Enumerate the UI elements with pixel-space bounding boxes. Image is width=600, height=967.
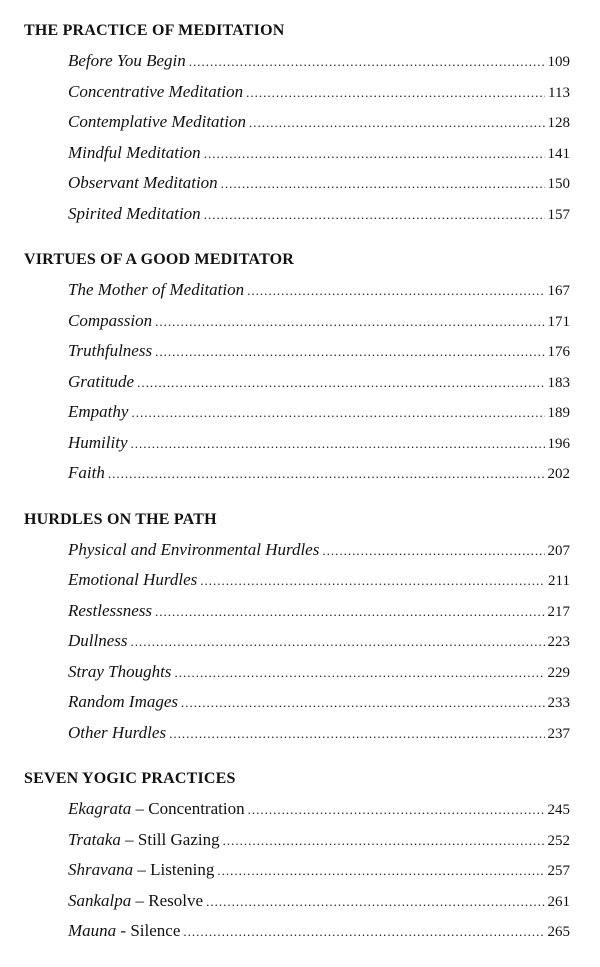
page-number: 252 [547, 832, 570, 849]
page-number: 237 [547, 725, 570, 742]
page-number: 167 [547, 283, 570, 299]
dot-leader [137, 368, 544, 399]
entry-title: Faith [68, 463, 105, 482]
toc-section [24, 505, 570, 749]
page-number: 189 [547, 405, 570, 421]
toc-entry[interactable] [68, 718, 570, 749]
toc-section [24, 16, 570, 229]
page-number: 150 [547, 176, 570, 192]
toc-entry[interactable] [68, 397, 570, 428]
dot-leader [246, 78, 545, 109]
page-number: 196 [547, 435, 570, 452]
toc-entry[interactable] [68, 596, 570, 627]
dot-leader [155, 307, 544, 338]
dot-leader [183, 917, 544, 948]
page-number: 211 [548, 573, 570, 589]
toc-entry[interactable] [68, 825, 570, 856]
toc-entry[interactable] [68, 306, 570, 337]
section-title: SEVEN YOGIC PRACTICES [24, 770, 236, 787]
entry-title: Mauna - Silence [68, 921, 181, 940]
dot-leader [248, 795, 545, 826]
page-number: 229 [547, 664, 570, 681]
toc-entry[interactable] [68, 886, 570, 917]
dot-leader [131, 627, 545, 658]
page-number: 109 [547, 54, 570, 70]
dot-leader [204, 200, 545, 231]
entry-title: Humility [68, 432, 128, 452]
page-number: 265 [547, 924, 570, 940]
entry-title: Restlessness [68, 600, 153, 620]
dot-leader [322, 536, 544, 567]
entry-title: Gratitude [68, 371, 135, 391]
page-number: 207 [547, 542, 570, 559]
entry-title: Spirited Meditation [68, 203, 201, 223]
section-title: VIRTUES OF A GOOD MEDITATOR [24, 251, 295, 268]
toc-entry[interactable] [68, 916, 570, 947]
entry-title: Physical and Environmental Hurdles [68, 539, 320, 559]
entry-title: Observant Meditation [68, 173, 218, 192]
toc-entry[interactable] [68, 46, 570, 77]
dot-leader [204, 139, 545, 170]
toc-entry[interactable] [68, 168, 570, 199]
dot-leader [155, 597, 544, 628]
toc-entry[interactable] [68, 458, 570, 489]
page-number: 141 [547, 145, 570, 162]
entry-title: Shravana – Listening [68, 860, 215, 879]
dot-leader [181, 688, 544, 719]
entry-title: Trataka – Still Gazing [68, 829, 220, 849]
dot-leader [200, 566, 545, 597]
entry-title: Dullness [68, 631, 128, 650]
dot-leader [217, 856, 544, 887]
dot-leader [221, 169, 545, 200]
page-number: 245 [547, 802, 570, 818]
entry-title: Compassion [68, 310, 153, 330]
section-title: HURDLES ON THE PATH [24, 510, 217, 528]
table-of-contents [24, 16, 570, 963]
page-number: 183 [547, 374, 570, 391]
entry-title: Before You Begin [68, 51, 186, 70]
page-number: 261 [547, 893, 570, 910]
page-number: 217 [547, 603, 570, 620]
page-number: 157 [547, 206, 570, 223]
entry-title: Mindful Meditation [68, 142, 201, 162]
toc-entry[interactable] [68, 336, 570, 367]
toc-entry[interactable] [68, 275, 570, 306]
dot-leader [223, 826, 545, 857]
toc-entry[interactable] [68, 565, 570, 596]
entry-title: Random Images [68, 692, 179, 711]
entry-title: Other Hurdles [68, 722, 167, 742]
toc-section [24, 764, 570, 947]
entry-title: Sankalpa – Resolve [68, 890, 204, 910]
entry-title: Emotional Hurdles [68, 570, 198, 589]
dot-leader [174, 658, 544, 689]
page-number: 113 [548, 84, 570, 101]
entry-title: Ekagrata – Concentration [68, 799, 245, 818]
entry-title: Truthfulness [68, 341, 153, 360]
dot-leader [189, 47, 545, 78]
dot-leader [131, 398, 544, 429]
entry-title: Empathy [68, 402, 129, 421]
toc-entry[interactable] [68, 794, 570, 825]
toc-entry[interactable] [68, 535, 570, 566]
dot-leader [108, 459, 545, 490]
page-number: 233 [547, 695, 570, 711]
dot-leader [169, 719, 544, 750]
toc-entry[interactable] [68, 138, 570, 169]
dot-leader [247, 276, 544, 307]
entry-title: Contemplative Meditation [68, 112, 246, 131]
dot-leader [206, 887, 544, 918]
dot-leader [131, 429, 545, 460]
page-number: 128 [547, 115, 570, 131]
section-title: THE PRACTICE OF MEDITATION [24, 22, 285, 39]
entry-title: Concentrative Meditation [68, 81, 244, 101]
toc-entry[interactable] [68, 428, 570, 459]
page-number: 176 [547, 344, 570, 360]
page-number: 257 [547, 863, 570, 879]
toc-section [24, 245, 570, 489]
toc-entry[interactable] [68, 855, 570, 886]
toc-entry[interactable] [68, 77, 570, 108]
toc-entry[interactable] [68, 199, 570, 230]
dot-leader [249, 108, 545, 139]
entry-title: Stray Thoughts [68, 661, 172, 681]
toc-entry[interactable] [68, 367, 570, 398]
page-number: 202 [547, 466, 570, 482]
toc-entry[interactable] [68, 657, 570, 688]
dot-leader [155, 337, 544, 368]
toc-entry[interactable] [68, 687, 570, 718]
page-number: 223 [547, 634, 570, 650]
toc-entry[interactable] [68, 626, 570, 657]
page-number: 171 [547, 313, 570, 330]
toc-entry[interactable] [68, 107, 570, 138]
entry-title: The Mother of Meditation [68, 280, 245, 299]
